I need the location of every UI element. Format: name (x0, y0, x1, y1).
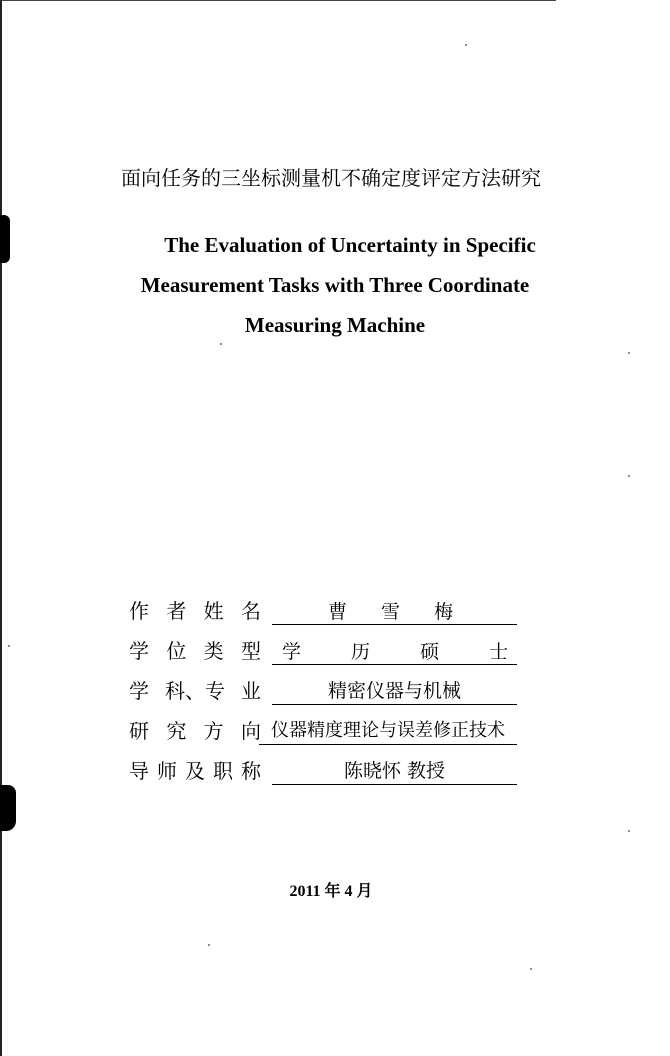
english-title-line-1: The Evaluation of Uncertainty in Specific (164, 233, 536, 257)
scan-speck (628, 475, 630, 477)
advisor-value: 陈晓怀 教授 (272, 758, 517, 785)
scan-speck (465, 44, 467, 46)
english-title (0, 225, 670, 345)
thesis-info-table (129, 585, 529, 785)
chinese-title: 面向任务的三坐标测量机不确定度评定方法研究 (121, 166, 541, 190)
submission-date: 2011 年 4 月 (289, 883, 373, 900)
degree-type-row (129, 625, 529, 665)
discipline-row (129, 665, 529, 705)
degree-type-label: 学 位 类 型 (129, 639, 261, 663)
research-direction-label: 研 究 方 向 (129, 719, 261, 743)
scan-speck (208, 944, 210, 946)
research-direction-value: 仪器精度理论与误差修正技术 (259, 718, 517, 745)
discipline-value: 精密仪器与机械 (272, 678, 517, 705)
scan-speck (8, 645, 10, 647)
author-value: 曹 雪 梅 (272, 599, 517, 625)
scan-speck (530, 968, 532, 970)
english-title-line-3: Measuring Machine (244, 313, 426, 337)
degree-type-value: 学 历 硕 士 (272, 639, 517, 665)
research-direction-row (129, 705, 529, 745)
scan-blot (0, 785, 16, 831)
scan-speck (628, 830, 630, 832)
author-row (129, 585, 529, 625)
english-title-line-2: Measurement Tasks with Three Coordinate (140, 273, 530, 297)
scan-speck (628, 352, 630, 354)
discipline-label: 学 科、专 业 (129, 679, 261, 703)
advisor-row (129, 745, 529, 785)
top-rule (0, 0, 556, 1)
author-label: 作 者 姓 名 (129, 599, 261, 623)
advisor-label: 导 师 及 职 称 (129, 759, 261, 783)
